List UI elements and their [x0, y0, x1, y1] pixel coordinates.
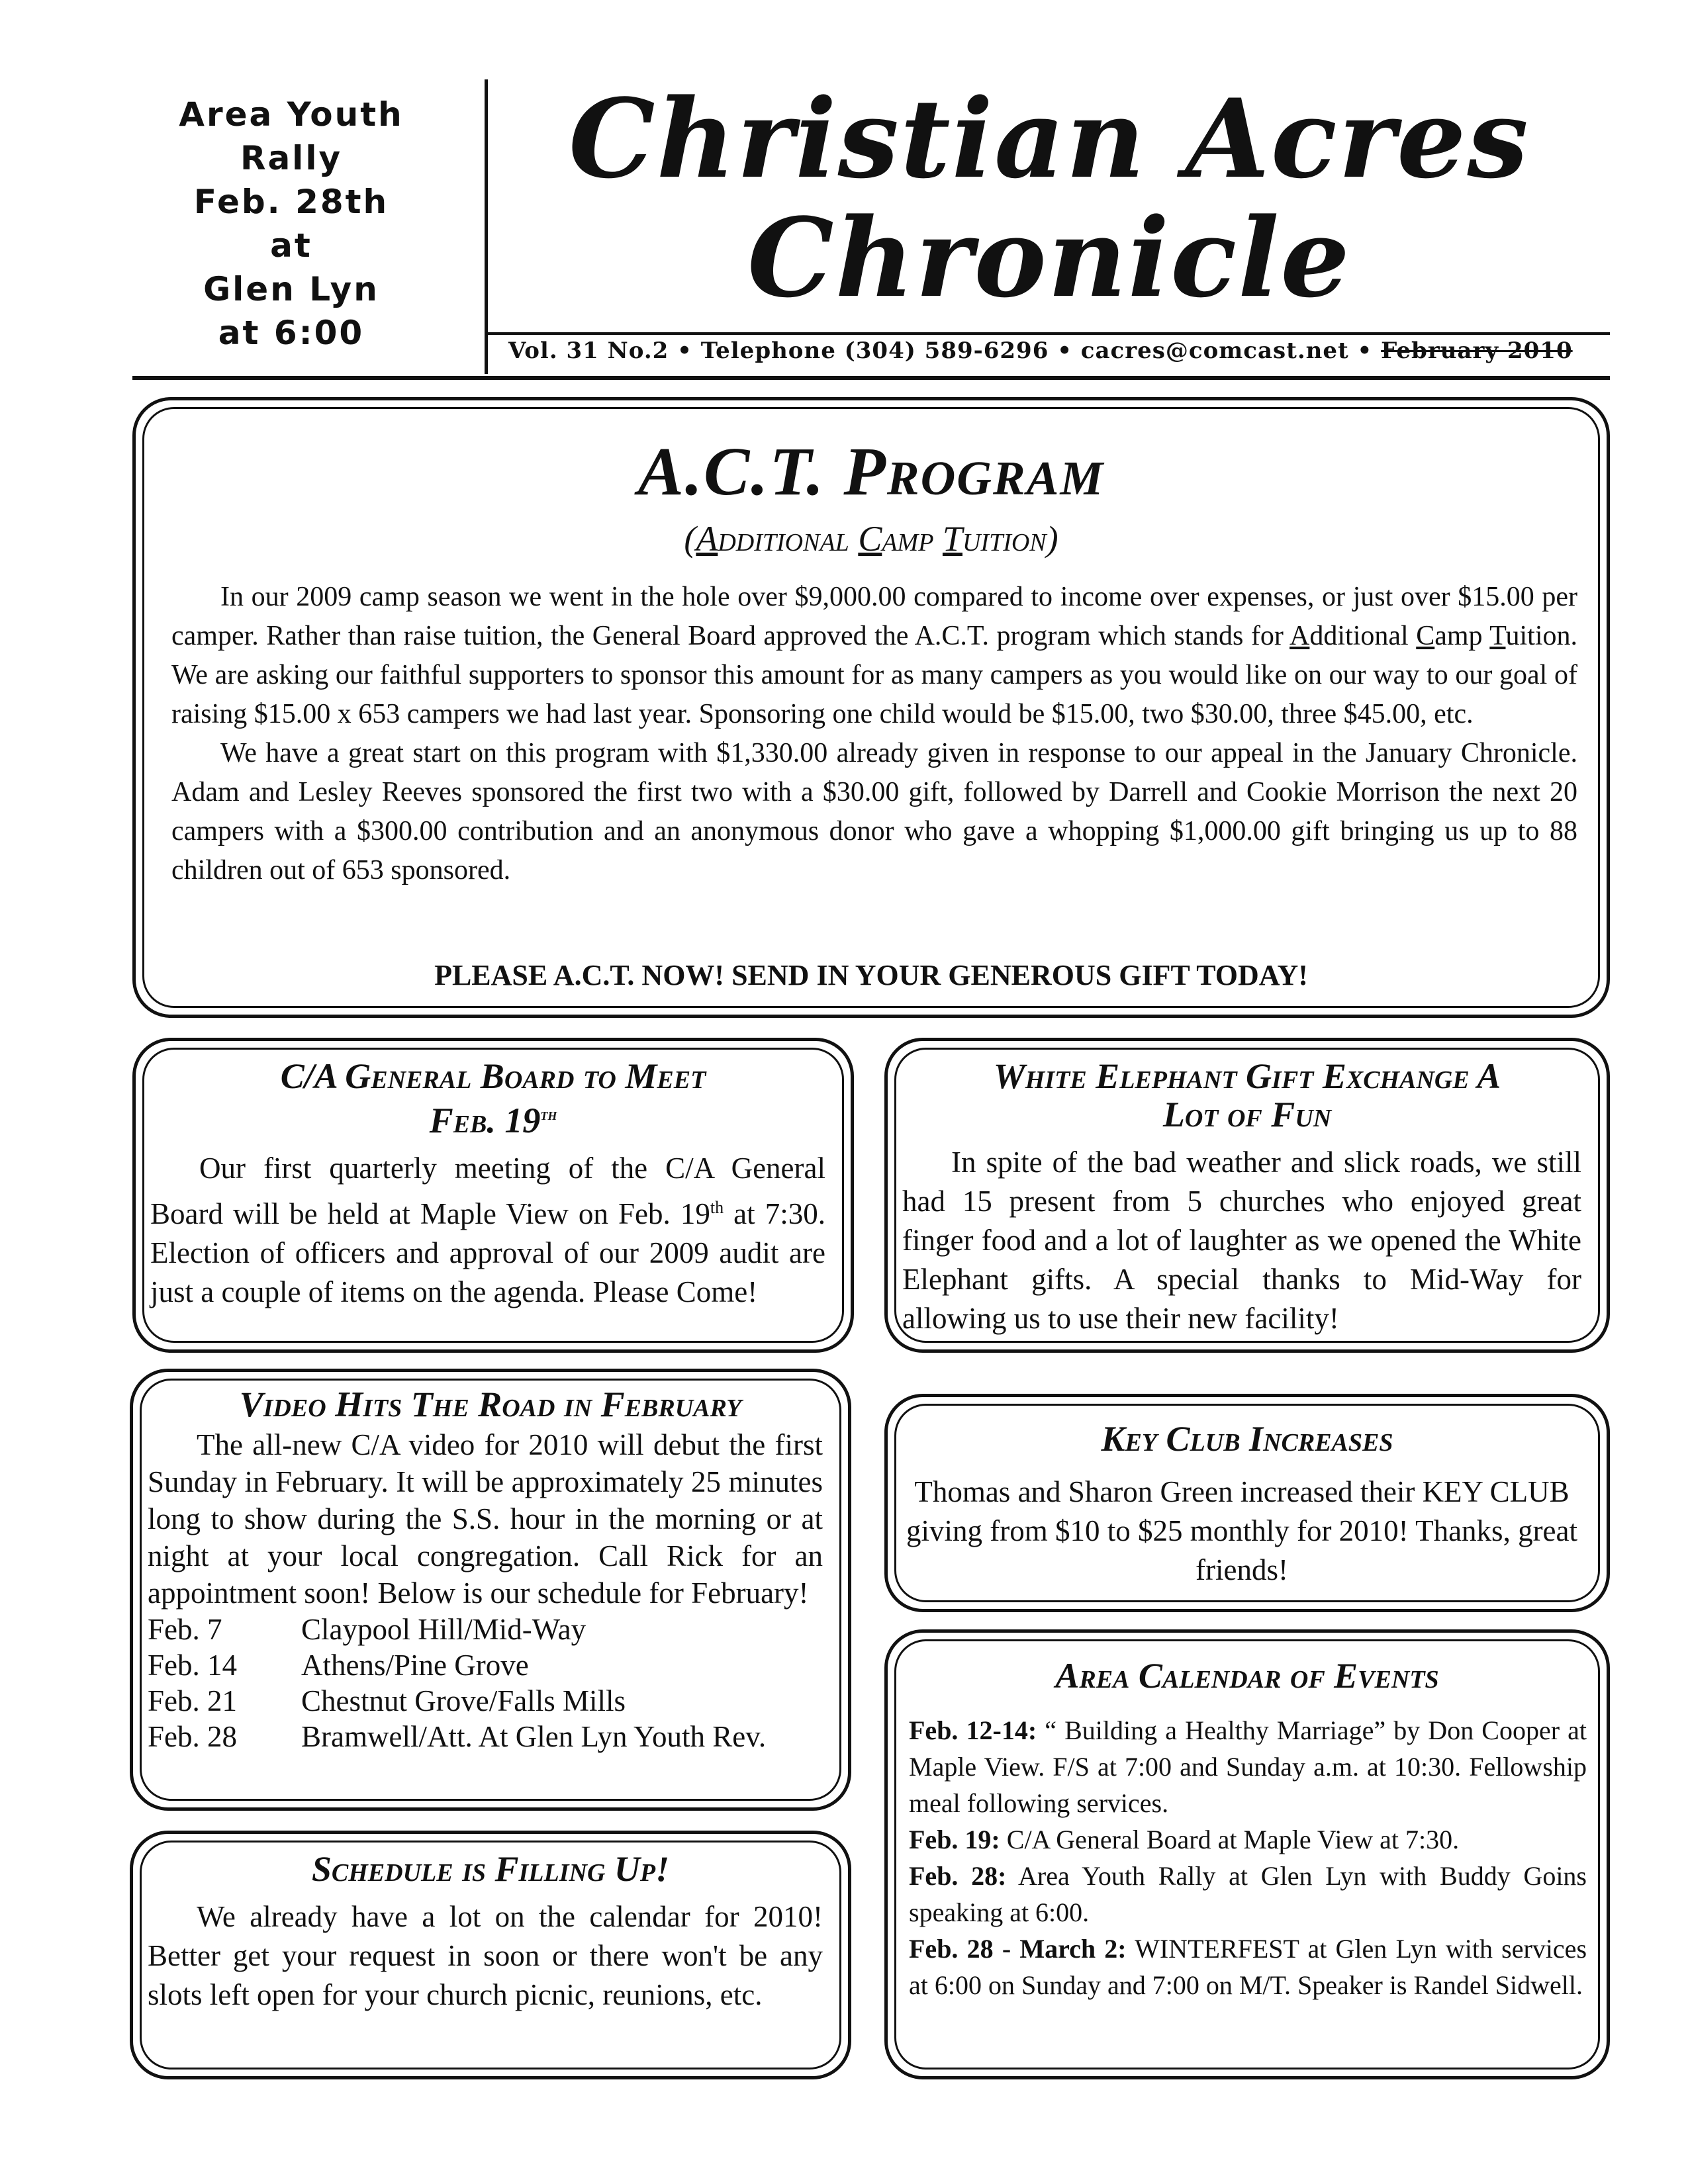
volume-line — [508, 338, 1601, 364]
schedule-filling-body: We already have a lot on the calendar for 2010! Better get your request in soon or there won't be any slots left open for your church picnic, reunions, etc. — [148, 1900, 823, 2011]
calendar-event: Feb. 28: Area Youth Rally at Glen Lyn with Buddy Goins speaking at 6:00. — [909, 1861, 1587, 1927]
key-club-body: Thomas and Sharon Green increased their KEY CLUB giving from $10 to $25 monthly for 2010! Thanks, great friends! — [906, 1475, 1578, 1586]
calendar-title: Area Calendar of Events — [1055, 1656, 1439, 1696]
video-box — [130, 1369, 851, 1811]
schedule-place: Athens/Pine Grove — [301, 1649, 529, 1682]
board-meeting-title: C/A General Board to Meet Feb. 19th — [280, 1056, 706, 1140]
act-paragraph-1: In our 2009 camp season we went in the hole over $9,000.00 compared to income over expenses, or just over $15.00 per camper. Rather than raise tuition, the General Board approved the A.C.T. program which stands for Additional Camp Tuition. We are asking our faithful supporters to sponsor this amount for as many campers as you would like on our way to our goal of raising $15.00 x 653 campers we had last year. Sponsoring one child would be $15.00, two $30.00, three $45.00, etc. — [171, 582, 1577, 729]
masthead-title — [503, 75, 1595, 322]
corner-note-line: Rally — [240, 139, 343, 177]
corner-note-line: Feb. 28th — [193, 183, 389, 221]
header-rule — [132, 376, 1610, 380]
corner-note-line: at 6:00 — [218, 314, 365, 352]
white-elephant-title: White Elephant Gift Exchange A Lot of Fun — [993, 1056, 1501, 1134]
act-subtitle: (Additional Camp Tuition) — [684, 519, 1058, 559]
white-elephant-body: In spite of the bad weather and slick roads, we still had 15 present from 5 churches who enjoyed great finger food and a lot of laughter as we opened the White Elephant gifts. A special thanks to Mid-Way for allowing us to use their new facility! — [902, 1146, 1581, 1335]
corner-note — [132, 93, 450, 355]
act-program-box — [132, 397, 1610, 1018]
act-title: A.C.T. Program — [637, 433, 1105, 510]
board-meeting-body: Our first quarterly meeting of the C/A General Board will be held at Maple View on Feb. 19th at 7:30. Election of officers and approval of our 2009 audit are just a couple of items on the agenda. Please Come! — [150, 1152, 825, 1308]
video-schedule — [133, 1612, 848, 1754]
act-paragraph-2: We have a great start on this program with $1,330.00 already given in response to our appeal in the January Chronicle. Adam and Lesley Reeves sponsored the first two with a $30.00 gift, followed by Darrell and Cookie Morrison the next 20 campers with a $300.00 contribution and an anonymous donor who gave a whopping $1,000.00 gift bringing us up to 88 children out of 653 sponsored. — [171, 738, 1577, 886]
calendar-box — [884, 1629, 1610, 2079]
board-meeting-box — [132, 1038, 854, 1353]
corner-note-line: at — [270, 226, 312, 265]
masthead-title-line1: Christian Acres — [569, 75, 1530, 203]
corner-note-line: Glen Lyn — [203, 270, 379, 308]
video-body: The all-new C/A video for 2010 will debut the first Sunday in February. It will be approximately 25 minutes long to show during the S.S. hour in the morning or at night at your local congregation. Call Rick for an appointment soon! Below is our schedule for February! — [148, 1428, 823, 1610]
act-call-to-action: PLEASE A.C.T. NOW! SEND IN YOUR GENEROUS GIFT TODAY! — [434, 959, 1308, 991]
corner-note-line: Area Youth — [179, 95, 404, 134]
masthead-title-line2: Chronicle — [747, 194, 1351, 322]
white-elephant-box — [884, 1038, 1610, 1353]
calendar-event: Feb. 28 - March 2: WINTERFEST at Glen Lyn with services at 6:00 on Sunday and 7:00 on M/T. Speaker is Randel Sidwell. — [909, 1934, 1587, 2000]
schedule-place: Claypool Hill/Mid-Way — [301, 1613, 586, 1646]
masthead-divider — [487, 332, 1610, 335]
key-club-box — [884, 1394, 1610, 1612]
schedule-date: Feb. 14 — [148, 1649, 237, 1682]
issue-date: February 2010 — [1381, 338, 1573, 364]
volume-info: Vol. 31 No.2 • Telephone (304) 589-6296 • cacres@comcast.net • — [508, 338, 1373, 364]
schedule-date: Feb. 28 — [148, 1720, 237, 1753]
schedule-place: Chestnut Grove/Falls Mills — [301, 1684, 626, 1717]
schedule-filling-title: Schedule is Filling Up! — [311, 1849, 670, 1889]
act-body — [171, 578, 1577, 890]
calendar-events — [888, 1695, 1607, 2003]
schedule-filling-box — [130, 1831, 851, 2079]
schedule-place: Bramwell/Att. At Glen Lyn Youth Rev. — [301, 1720, 767, 1753]
schedule-date: Feb. 7 — [148, 1613, 222, 1646]
video-title: Video Hits The Road in February — [239, 1385, 742, 1424]
vertical-divider — [485, 79, 488, 374]
calendar-event: Feb. 19: C/A General Board at Maple View at 7:30. — [909, 1825, 1460, 1854]
key-club-title: Key Club Increases — [1101, 1419, 1393, 1459]
calendar-event: Feb. 12-14: “ Building a Healthy Marriage” by Don Cooper at Maple View. F/S at 7:00 and Sunday a.m. at 10:30. Fellowship meal following services. — [909, 1715, 1587, 1818]
schedule-date: Feb. 21 — [148, 1684, 237, 1717]
